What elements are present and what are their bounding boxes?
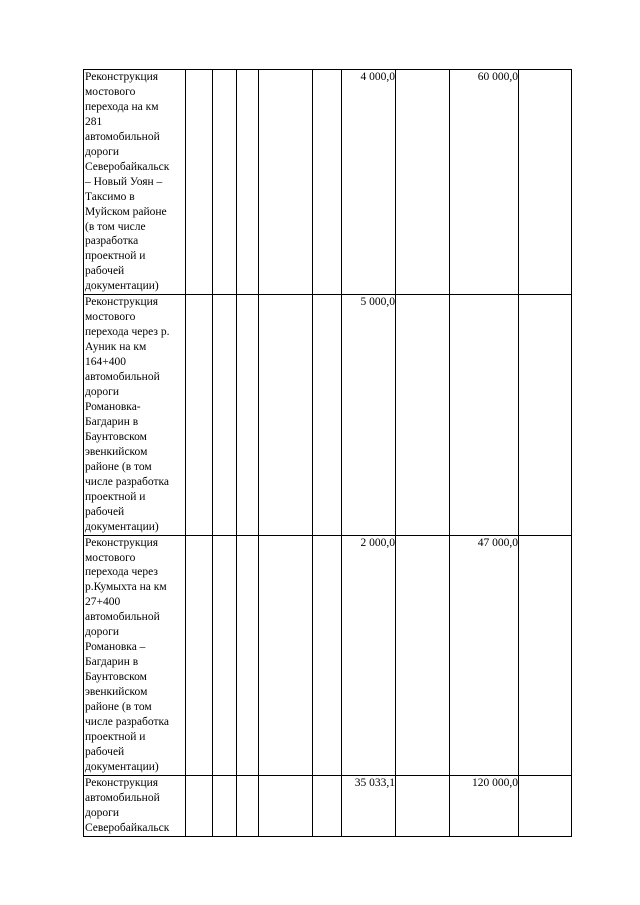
amount-cell-a: 2 000,0 <box>342 535 396 775</box>
empty-cell <box>519 70 572 295</box>
amount-cell-b: 47 000,0 <box>450 535 519 775</box>
object-name-cell: Реконструкция автомобильной дороги Северобайкальск <box>84 775 186 836</box>
empty-cell <box>186 535 213 775</box>
empty-cell <box>213 775 237 836</box>
object-name-cell: Реконструкция мостового перехода через р. Ауник на км 164+400 автомобильной дороги Романовка- Багдарин в Баунтовском эвенкийском районе (в том числе разработка проектной и рабочей документации) <box>84 295 186 535</box>
empty-cell <box>259 70 313 295</box>
empty-cell <box>519 295 572 535</box>
table-row <box>84 535 572 775</box>
empty-cell <box>213 535 237 775</box>
empty-cell <box>396 295 450 535</box>
object-name-cell: Реконструкция мостового перехода через р.Кумыхта на км 27+400 автомобильной дороги Романовка – Багдарин в Баунтовском эвенкийском районе (в том числе разработка проектной и рабочей документации) <box>84 535 186 775</box>
table-row <box>84 295 572 535</box>
empty-cell <box>396 70 450 295</box>
empty-cell <box>213 70 237 295</box>
empty-cell <box>237 70 259 295</box>
amount-cell-a: 35 033,1 <box>342 775 396 836</box>
empty-cell <box>396 775 450 836</box>
empty-cell <box>396 535 450 775</box>
empty-cell <box>313 70 342 295</box>
empty-cell <box>259 295 313 535</box>
amount-cell-a: 5 000,0 <box>342 295 396 535</box>
empty-cell <box>237 295 259 535</box>
budget-table <box>83 69 572 837</box>
empty-cell <box>313 295 342 535</box>
empty-cell <box>237 535 259 775</box>
empty-cell <box>519 535 572 775</box>
empty-cell <box>237 775 259 836</box>
table-row <box>84 775 572 836</box>
amount-cell-a: 4 000,0 <box>342 70 396 295</box>
empty-cell <box>186 295 213 535</box>
empty-cell <box>213 295 237 535</box>
object-name-cell: Реконструкция мостового перехода на км 281 автомобильной дороги Северобайкальск – Новый Уоян – Таксимо в Муйском районе (в том числе разработка проектной и рабочей документации) <box>84 70 186 295</box>
empty-cell <box>313 535 342 775</box>
amount-cell-b: 120 000,0 <box>450 775 519 836</box>
table-row <box>84 70 572 295</box>
empty-cell <box>313 775 342 836</box>
empty-cell <box>519 775 572 836</box>
amount-cell-b <box>450 295 519 535</box>
amount-cell-b: 60 000,0 <box>450 70 519 295</box>
empty-cell <box>259 535 313 775</box>
empty-cell <box>186 70 213 295</box>
empty-cell <box>186 775 213 836</box>
empty-cell <box>259 775 313 836</box>
